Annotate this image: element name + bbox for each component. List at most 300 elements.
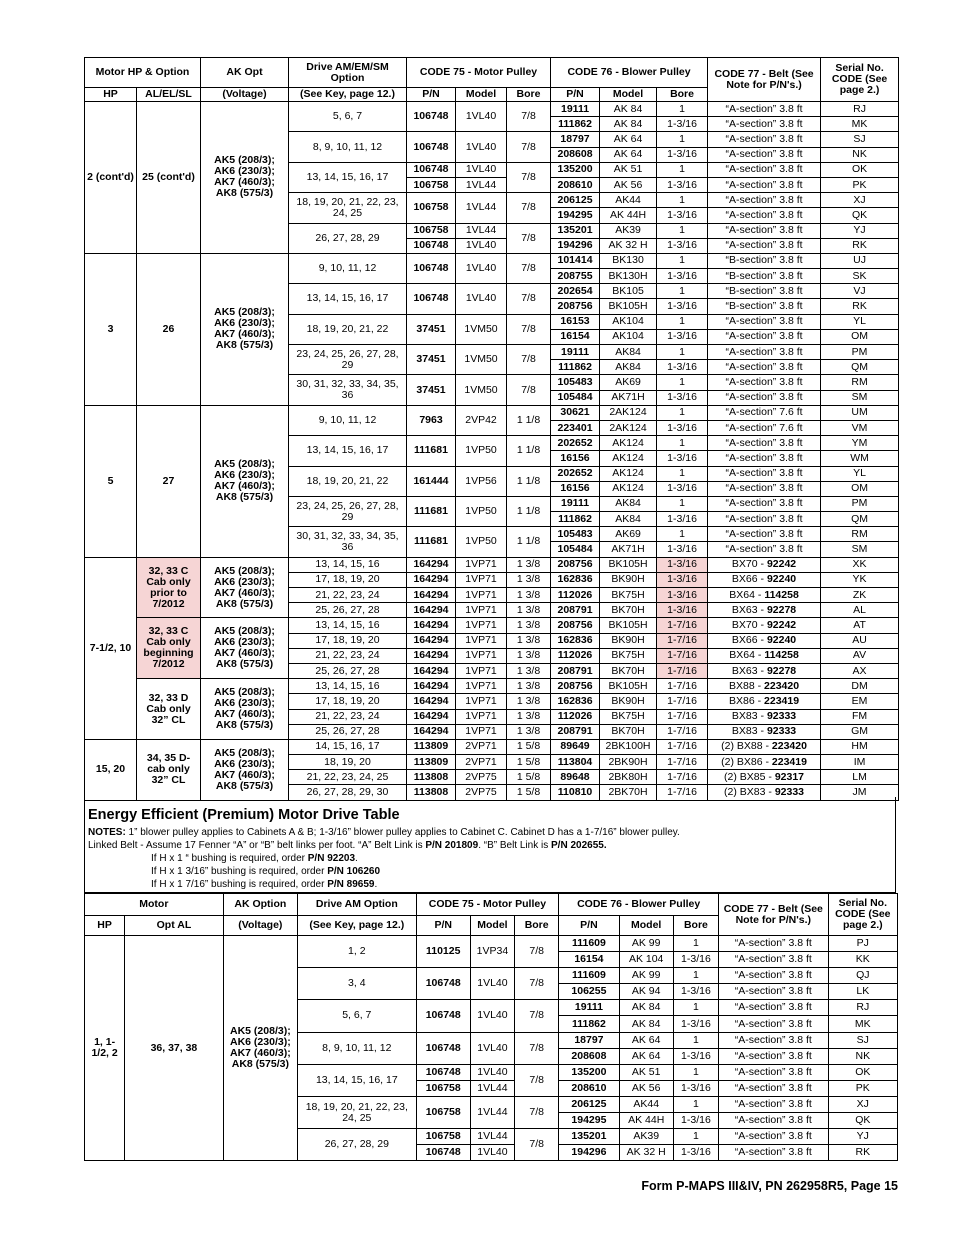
motor-pn-cell: 106748	[407, 284, 456, 314]
motor-bore-cell: 1 1/8	[507, 405, 551, 435]
motor-bore-cell: 1 3/8	[507, 603, 551, 618]
hp-cell: 15, 20	[85, 739, 137, 800]
drive-cell: 13, 14, 15, 16	[289, 679, 407, 694]
motor-bore-cell: 1 5/8	[507, 785, 551, 800]
belt-cell: “B-section” 3.8 ft	[708, 269, 821, 284]
belt-cell	[708, 572, 821, 587]
blower-pn-cell: 206125	[559, 1096, 619, 1112]
blower-model-cell: 2AK124	[600, 405, 657, 420]
blower-bore-cell: 1	[657, 253, 708, 268]
belt-cell	[708, 679, 821, 694]
motor-pn-cell: 110125	[416, 936, 470, 968]
motor-model-cell: 1VL44	[456, 177, 507, 192]
drive-cell: 21, 22, 23, 24	[289, 588, 407, 603]
belt-pn: 92333	[766, 710, 797, 723]
blower-pn-cell: 208756	[551, 618, 600, 633]
blower-bore-cell: 1-7/16	[657, 633, 708, 648]
blower-model-cell: BK70H	[600, 663, 657, 678]
blower-model-cell: BK105H	[600, 618, 657, 633]
motor-model-cell: 1VL40	[470, 1145, 514, 1161]
blower-pn-cell: 30621	[551, 405, 600, 420]
blower-bore-cell: 1	[673, 968, 718, 984]
belt-cell: “A-section” 3.8 ft	[719, 1080, 829, 1096]
belt-type: BX64 -	[729, 649, 765, 662]
belt-type: BX70 -	[731, 558, 767, 571]
blower-pn-cell: 194296	[559, 1145, 619, 1161]
belt-cell: “B-section” 3.8 ft	[708, 299, 821, 314]
serial-cell: IM	[821, 755, 899, 770]
blower-model-cell: AK124	[600, 466, 657, 481]
belt-type: BX63 -	[731, 603, 767, 616]
header-al: AL/EL/SL	[137, 88, 201, 102]
blower-pn-cell: 105484	[551, 542, 600, 557]
drive-cell: 13, 14, 15, 16	[289, 557, 407, 572]
drive-cell: 3, 4	[298, 968, 417, 1000]
serial-cell: PK	[828, 1080, 897, 1096]
motor-bore-cell: 7/8	[507, 162, 551, 192]
belt-cell	[708, 694, 821, 709]
header-pn: P/N	[559, 916, 619, 936]
blower-pn-cell: 112026	[551, 588, 600, 603]
motor-bore-cell: 1 3/8	[507, 557, 551, 572]
header-voltage: (Voltage)	[223, 916, 297, 936]
motor-model-cell: 1VL44	[470, 1080, 514, 1096]
blower-bore-cell: 1-3/16	[673, 1016, 718, 1032]
blower-model-cell: AK 84	[600, 102, 657, 117]
blower-model-cell: AK 44H	[619, 1113, 673, 1129]
blower-pn-cell: 208791	[551, 724, 600, 739]
drive-cell: 17, 18, 19, 20	[289, 572, 407, 587]
blower-pn-cell: 208756	[551, 299, 600, 314]
blower-model-cell: AK71H	[600, 390, 657, 405]
blower-bore-cell: 1-3/16	[657, 360, 708, 375]
blower-pn-cell: 18797	[559, 1032, 619, 1048]
blower-bore-cell: 1-7/16	[657, 755, 708, 770]
blower-bore-cell: 1	[657, 496, 708, 511]
belt-pn: 114258	[764, 649, 799, 662]
belt-cell	[708, 633, 821, 648]
blower-model-cell: AK71H	[600, 542, 657, 557]
blower-model-cell: AK84	[600, 360, 657, 375]
cabinet-option-cell: 32, 33 C Cab only prior to 7/2012	[137, 557, 201, 618]
blower-bore-cell: 1	[657, 193, 708, 208]
header-model: Model	[619, 916, 673, 936]
blower-bore-cell: 1-3/16	[657, 117, 708, 132]
motor-model-cell: 1VP71	[456, 618, 507, 633]
motor-model-cell: 1VL40	[456, 238, 507, 253]
motor-model-cell: 1VL40	[470, 1000, 514, 1032]
motor-pn-cell: 106748	[416, 1064, 470, 1080]
blower-pn-cell: 208791	[551, 603, 600, 618]
drive-cell: 18, 19, 20, 21, 22	[289, 314, 407, 344]
motor-model-cell: 1VM50	[456, 345, 507, 375]
drive-cell: 13, 14, 15, 16	[289, 618, 407, 633]
blower-model-cell: BK90H	[600, 694, 657, 709]
header-model: Model	[456, 88, 507, 102]
motor-pn-cell: 164294	[407, 618, 456, 633]
energy-efficient-drive-table	[84, 893, 898, 1161]
blower-model-cell: AK 64	[600, 147, 657, 162]
belt-cell: “A-section” 3.8 ft	[708, 132, 821, 147]
motor-model-cell: 1VL44	[470, 1096, 514, 1128]
drive-cell: 21, 22, 23, 24	[289, 709, 407, 724]
serial-cell: AV	[821, 648, 899, 663]
belt-type: BX66 -	[731, 634, 767, 647]
blower-pn-cell: 135201	[551, 223, 600, 238]
serial-cell: AL	[821, 603, 899, 618]
serial-cell: LM	[821, 770, 899, 785]
belt-cell: “A-section” 3.8 ft	[708, 512, 821, 527]
belt-type: BX86 -	[729, 694, 765, 707]
motor-bore-cell: 1 5/8	[507, 755, 551, 770]
motor-bore-cell: 7/8	[515, 1129, 559, 1161]
drive-cell: 13, 14, 15, 16, 17	[289, 284, 407, 314]
blower-model-cell: BK105	[600, 284, 657, 299]
blower-bore-cell: 1-7/16	[657, 709, 708, 724]
belt-cell	[708, 588, 821, 603]
belt-pn: 92333	[766, 725, 797, 738]
drive-cell: 25, 26, 27, 28	[289, 663, 407, 678]
serial-cell: QJ	[828, 968, 897, 984]
serial-cell: YK	[821, 572, 899, 587]
serial-cell: RM	[821, 375, 899, 390]
belt-cell: “A-section” 3.8 ft	[708, 223, 821, 238]
blower-bore-cell: 1-7/16	[657, 724, 708, 739]
header-code76: CODE 76 - Blower Pulley	[551, 58, 708, 88]
voltage-cell: AK5 (208/3); AK6 (230/3); AK7 (460/3); AK8 (575/3)	[223, 936, 297, 1161]
serial-cell: KK	[828, 952, 897, 968]
serial-cell: PJ	[828, 936, 897, 952]
motor-pn-cell: 113809	[407, 739, 456, 754]
header-code77: CODE 77 - Belt (See Note for P/N's.)	[708, 58, 821, 102]
belt-pn: 223419	[764, 694, 800, 707]
motor-model-cell: 1VP71	[456, 679, 507, 694]
blower-model-cell: AK84	[600, 496, 657, 511]
motor-bore-cell: 7/8	[507, 284, 551, 314]
blower-pn-cell: 110810	[551, 785, 600, 800]
blower-pn-cell: 208755	[551, 269, 600, 284]
drive-cell: 30, 31, 32, 33, 34, 35, 36	[289, 375, 407, 405]
motor-bore-cell: 1 5/8	[507, 770, 551, 785]
blower-bore-cell: 1	[657, 527, 708, 542]
drive-cell: 14, 15, 16, 17	[289, 739, 407, 754]
belt-cell	[708, 739, 821, 754]
blower-bore-cell: 1-7/16	[657, 739, 708, 754]
blower-pn-cell: 16153	[551, 314, 600, 329]
motor-bore-cell: 1 3/8	[507, 679, 551, 694]
blower-pn-cell: 113804	[551, 755, 600, 770]
blower-pn-cell: 111609	[559, 936, 619, 952]
hp-cell: 2 (cont'd)	[85, 102, 137, 254]
drive-cell: 8, 9, 10, 11, 12	[298, 1032, 417, 1064]
blower-pn-cell: 223401	[551, 420, 600, 435]
blower-bore-cell: 1	[657, 375, 708, 390]
note-text: If H x 1 3/16” bushing is required, order	[151, 866, 328, 877]
belt-cell: “A-section” 3.8 ft	[719, 984, 829, 1000]
blower-bore-cell: 1-3/16	[657, 572, 708, 587]
motor-bore-cell: 1 3/8	[507, 694, 551, 709]
header-code76: CODE 76 - Blower Pulley	[559, 894, 719, 916]
bushing-note	[88, 852, 895, 865]
blower-bore-cell: 1-3/16	[673, 1145, 718, 1161]
belt-cell	[708, 770, 821, 785]
motor-bore-cell: 1 3/8	[507, 618, 551, 633]
serial-cell: VM	[821, 420, 899, 435]
blower-pn-cell: 111862	[551, 117, 600, 132]
belt-cell	[708, 755, 821, 770]
drive-cell: 18, 19, 20, 21, 22, 23, 24, 25	[298, 1096, 417, 1128]
motor-model-cell: 1VL40	[456, 253, 507, 283]
motor-pn-cell: 37451	[407, 345, 456, 375]
belt-cell: “A-section” 3.8 ft	[708, 481, 821, 496]
blower-bore-cell: 1-3/16	[657, 208, 708, 223]
serial-cell: SK	[821, 269, 899, 284]
blower-bore-cell: 1	[673, 1096, 718, 1112]
blower-pn-cell: 135200	[559, 1064, 619, 1080]
drive-cell: 13, 14, 15, 16, 17	[289, 436, 407, 466]
belt-cell: “A-section” 3.8 ft	[719, 1064, 829, 1080]
blower-bore-cell: 1-3/16	[657, 177, 708, 192]
blower-pn-cell: 89649	[551, 739, 600, 754]
voltage-cell: AK5 (208/3); AK6 (230/3); AK7 (460/3); AK8 (575/3)	[201, 679, 289, 740]
belt-type: (2) BX83 -	[724, 786, 775, 799]
blower-model-cell: BK70H	[600, 724, 657, 739]
header-ak-option: AK Option	[223, 894, 297, 916]
blower-model-cell: AK39	[619, 1129, 673, 1145]
note-pn: P/N 201809	[425, 840, 479, 851]
belt-type: BX70 -	[731, 618, 767, 631]
blower-model-cell: AK84	[600, 512, 657, 527]
hp-cell: 3	[85, 253, 137, 405]
motor-bore-cell: 1 3/8	[507, 648, 551, 663]
blower-bore-cell: 1-7/16	[657, 785, 708, 800]
motor-pn-cell: 164294	[407, 663, 456, 678]
header-bore: Bore	[673, 916, 718, 936]
voltage-cell: AK5 (208/3); AK6 (230/3); AK7 (460/3); AK8 (575/3)	[201, 618, 289, 679]
blower-model-cell: 2BK100H	[600, 739, 657, 754]
page-footer: Form P-MAPS III&IV, PN 262958R5, Page 15	[641, 1179, 898, 1193]
motor-pn-cell: 106748	[407, 132, 456, 162]
blower-bore-cell: 1-3/16	[657, 329, 708, 344]
drive-cell: 18, 19, 20, 21, 22, 23, 24, 25	[289, 193, 407, 223]
blower-model-cell: BK90H	[600, 633, 657, 648]
blower-model-cell: AK69	[600, 375, 657, 390]
blower-model-cell: BK105H	[600, 679, 657, 694]
motor-model-cell: 1VP50	[456, 436, 507, 466]
serial-cell: QK	[828, 1113, 897, 1129]
serial-cell: OK	[828, 1064, 897, 1080]
header-code75: CODE 75 - Motor Pulley	[407, 58, 551, 88]
bushing-note	[88, 865, 895, 878]
cabinet-option-cell: 34, 35 D-cab only 32” CL	[137, 739, 201, 800]
note-text: .	[374, 879, 378, 890]
note-line	[88, 839, 895, 852]
blower-bore-cell: 1	[673, 1064, 718, 1080]
motor-bore-cell: 7/8	[515, 1096, 559, 1128]
note-pn: P/N 89659	[327, 879, 375, 890]
drive-cell: 9, 10, 11, 12	[289, 253, 407, 283]
belt-cell: “A-section” 3.8 ft	[719, 1000, 829, 1016]
serial-cell: WM	[821, 451, 899, 466]
drive-cell: 18, 19, 20, 21, 22	[289, 466, 407, 496]
motor-pn-cell: 113808	[407, 770, 456, 785]
serial-cell: YM	[821, 436, 899, 451]
drive-cell: 21, 22, 23, 24, 25	[289, 770, 407, 785]
serial-cell: RK	[821, 238, 899, 253]
blower-pn-cell: 19111	[551, 496, 600, 511]
motor-model-cell: 1VP50	[456, 496, 507, 526]
blower-pn-cell: 206125	[551, 193, 600, 208]
serial-cell: QK	[821, 208, 899, 223]
header-bore: Bore	[657, 88, 708, 102]
drive-cell: 8, 9, 10, 11, 12	[289, 132, 407, 162]
belt-type: BX88 -	[729, 679, 765, 692]
motor-model-cell: 2VP75	[456, 785, 507, 800]
belt-type: (2) BX88 -	[721, 740, 772, 753]
blower-bore-cell: 1-3/16	[673, 1113, 718, 1129]
blower-pn-cell: 105484	[551, 390, 600, 405]
blower-pn-cell: 101414	[551, 253, 600, 268]
belt-cell: “A-section” 3.8 ft	[708, 238, 821, 253]
serial-cell: AU	[821, 633, 899, 648]
motor-bore-cell: 1 3/8	[507, 633, 551, 648]
blower-bore-cell: 1	[657, 284, 708, 299]
drive-cell: 5, 6, 7	[298, 1000, 417, 1032]
belt-cell: “B-section” 3.8 ft	[708, 253, 821, 268]
serial-cell: XJ	[821, 193, 899, 208]
motor-pn-cell: 37451	[407, 375, 456, 405]
serial-cell: DM	[821, 679, 899, 694]
drive-cell: 21, 22, 23, 24	[289, 648, 407, 663]
blower-pn-cell: 111609	[559, 968, 619, 984]
blower-model-cell: AK 84	[619, 1000, 673, 1016]
belt-cell: “A-section” 3.8 ft	[719, 1048, 829, 1064]
serial-cell: YL	[821, 314, 899, 329]
motor-bore-cell: 1 3/8	[507, 709, 551, 724]
blower-pn-cell: 162836	[551, 694, 600, 709]
blower-pn-cell: 111862	[559, 1016, 619, 1032]
serial-cell: PM	[821, 345, 899, 360]
drive-cell: 25, 26, 27, 28	[289, 603, 407, 618]
blower-bore-cell: 1	[657, 466, 708, 481]
note-pn: P/N 202655.	[551, 840, 607, 851]
motor-model-cell: 1VL44	[456, 193, 507, 223]
belt-cell: “A-section” 3.8 ft	[719, 1113, 829, 1129]
note-pn: P/N 106260	[327, 866, 381, 877]
note-text: . “B” Belt Link is	[478, 840, 551, 851]
blower-model-cell: BK105H	[600, 557, 657, 572]
blower-pn-cell: 16156	[551, 481, 600, 496]
header-pn: P/N	[407, 88, 456, 102]
motor-model-cell: 2VP42	[456, 405, 507, 435]
note-text: .	[355, 853, 358, 864]
note-text: 1” blower pulley applies to Cabinets A & B; 1-3/16” blower pulley applies to Cabinet C. Cabinet D has a 1-7/16” blower pulley.	[125, 827, 680, 838]
blower-model-cell: AK 64	[600, 132, 657, 147]
cabinet-option-cell: 32, 33 C Cab only beginning 7/2012	[137, 618, 201, 679]
motor-pn-cell: 106748	[407, 102, 456, 132]
blower-pn-cell: 111862	[551, 512, 600, 527]
belt-cell: “A-section” 3.8 ft	[708, 451, 821, 466]
blower-pn-cell: 18797	[551, 132, 600, 147]
blower-model-cell: AK39	[600, 223, 657, 238]
motor-pn-cell: 164294	[407, 709, 456, 724]
motor-model-cell: 1VL40	[456, 132, 507, 162]
voltage-cell: AK5 (208/3); AK6 (230/3); AK7 (460/3); AK8 (575/3)	[201, 253, 289, 405]
drive-cell: 13, 14, 15, 16, 17	[298, 1064, 417, 1096]
blower-pn-cell: 111862	[551, 360, 600, 375]
motor-pn-cell: 164294	[407, 603, 456, 618]
motor-pn-cell: 164294	[407, 588, 456, 603]
blower-bore-cell: 1-7/16	[657, 663, 708, 678]
blower-model-cell: 2BK80H	[600, 770, 657, 785]
motor-model-cell: 1VL40	[470, 1064, 514, 1080]
opt-cell: 36, 37, 38	[125, 936, 223, 1161]
motor-pn-cell: 164294	[407, 724, 456, 739]
motor-model-cell: 1VP56	[456, 466, 507, 496]
motor-bore-cell: 7/8	[507, 193, 551, 223]
al-cell: 26	[137, 253, 201, 405]
section-title: Energy Efficient (Premium) Motor Drive Table	[88, 807, 400, 823]
motor-bore-cell: 1 3/8	[507, 572, 551, 587]
blower-model-cell: AK44	[600, 193, 657, 208]
serial-cell: SM	[821, 542, 899, 557]
cabinet-option-cell: 32, 33 D Cab only 32” CL	[137, 679, 201, 740]
motor-pn-cell: 106758	[407, 223, 456, 238]
motor-bore-cell: 1 5/8	[507, 739, 551, 754]
header-motor: Motor	[85, 894, 224, 916]
belt-cell	[708, 618, 821, 633]
blower-bore-cell: 1	[657, 314, 708, 329]
blower-bore-cell: 1	[673, 1032, 718, 1048]
note-line	[88, 826, 895, 839]
motor-bore-cell: 7/8	[507, 345, 551, 375]
serial-cell: VJ	[821, 284, 899, 299]
blower-model-cell: BK75H	[600, 709, 657, 724]
header-code75: CODE 75 - Motor Pulley	[416, 894, 559, 916]
note-text: If H x 1 7/16” bushing is required, order	[151, 879, 328, 890]
motor-model-cell: 2VP71	[456, 755, 507, 770]
belt-cell: “A-section” 3.8 ft	[708, 345, 821, 360]
blower-model-cell: AK69	[600, 527, 657, 542]
motor-bore-cell: 1 3/8	[507, 724, 551, 739]
blower-pn-cell: 194295	[551, 208, 600, 223]
motor-model-cell: 1VL40	[470, 968, 514, 1000]
motor-bore-cell: 1 1/8	[507, 436, 551, 466]
belt-cell: “A-section” 3.8 ft	[708, 177, 821, 192]
motor-bore-cell: 7/8	[515, 1032, 559, 1064]
serial-cell: AX	[821, 663, 899, 678]
motor-pn-cell: 106758	[407, 177, 456, 192]
belt-cell: “A-section” 3.8 ft	[708, 466, 821, 481]
motor-pn-cell: 164294	[407, 633, 456, 648]
blower-model-cell: BK75H	[600, 588, 657, 603]
blower-model-cell: 2BK70H	[600, 785, 657, 800]
blower-model-cell: BK75H	[600, 648, 657, 663]
blower-model-cell: AK 64	[619, 1032, 673, 1048]
blower-bore-cell: 1	[657, 162, 708, 177]
belt-cell	[708, 724, 821, 739]
blower-model-cell: AK 51	[619, 1064, 673, 1080]
header-drive: Drive AM Option	[298, 894, 417, 916]
motor-bore-cell: 7/8	[515, 1000, 559, 1032]
serial-cell: UM	[821, 405, 899, 420]
serial-cell: YJ	[828, 1129, 897, 1145]
motor-pn-cell: 164294	[407, 557, 456, 572]
blower-model-cell: AK124	[600, 451, 657, 466]
drive-cell: 25, 26, 27, 28	[289, 724, 407, 739]
belt-cell: “A-section” 3.8 ft	[708, 329, 821, 344]
belt-pn: 92278	[766, 664, 797, 677]
